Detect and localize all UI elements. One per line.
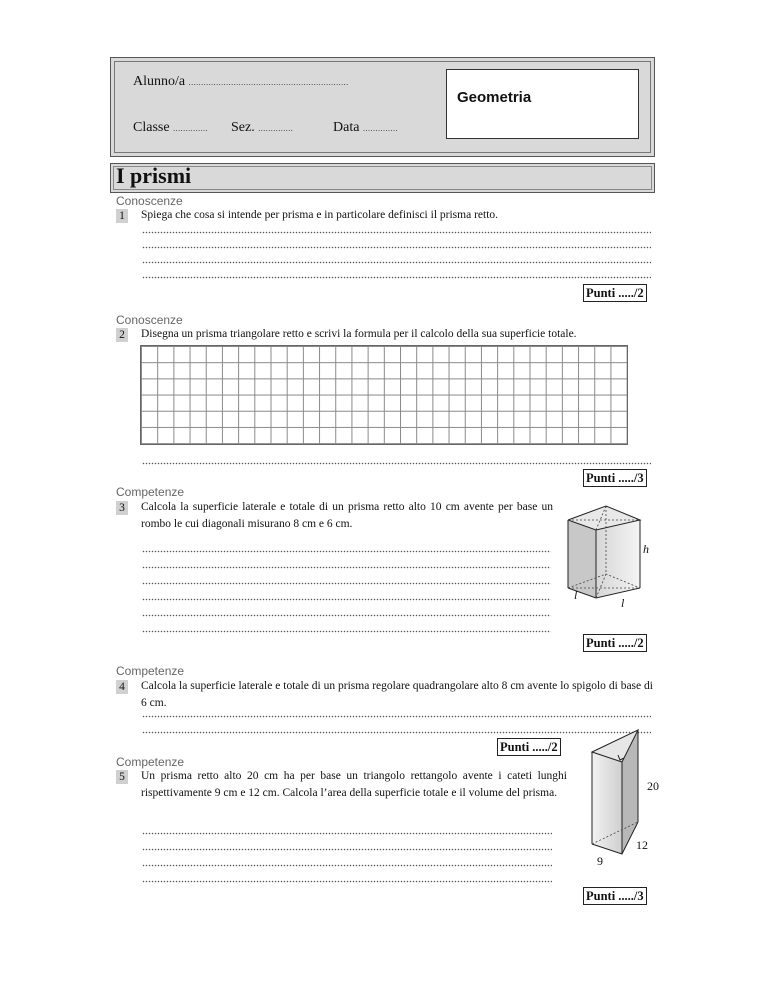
- q3-label-side-left: l: [574, 588, 578, 602]
- q3-category: Competenze: [116, 485, 185, 499]
- page-title: I prismi: [116, 163, 192, 188]
- q1-answer-line[interactable]: [142, 246, 651, 249]
- student-blank: ................................................................: [188, 78, 349, 87]
- q3-label-side-right: l: [621, 596, 625, 610]
- title-bar: [110, 163, 655, 193]
- q3-answer-line[interactable]: [142, 566, 551, 569]
- q1-number: 1: [116, 209, 128, 223]
- q5-answer-line[interactable]: [142, 864, 552, 867]
- q3-answer-line[interactable]: [142, 550, 551, 553]
- q5-text: Un prisma retto alto 20 cm ha per base un triangolo rettangolo avente i cateti lunghi rispettivamente 9 cm e 12 cm. Calcola l’area della superficie totale e il volume del prisma.: [141, 770, 567, 799]
- class-field[interactable]: [133, 120, 208, 136]
- class-label: Classe: [133, 120, 170, 135]
- q4-number: 4: [116, 680, 128, 694]
- q2-points: Punti ...../3: [583, 469, 647, 487]
- q5-label-leg-b: 9: [597, 854, 603, 868]
- q4-answer-line[interactable]: [142, 715, 651, 718]
- q3-text: Calcola la superficie laterale e totale di un prisma retto alto 10 cm avente per base un rombo le cui diagonali misurano 8 cm e 6 cm.: [141, 501, 553, 530]
- q1-answer-line[interactable]: [142, 276, 651, 279]
- section-label: Sez.: [231, 120, 255, 135]
- q2-category: Conoscenze: [116, 313, 183, 327]
- date-field[interactable]: [333, 120, 398, 136]
- q1-answer-line[interactable]: [142, 231, 651, 234]
- q4-points: Punti ...../2: [497, 738, 561, 756]
- q5-label-height: 20: [647, 779, 659, 793]
- date-blank: ..............: [362, 124, 398, 133]
- q3-points: Punti ...../2: [583, 634, 647, 652]
- section-field[interactable]: [231, 120, 293, 136]
- q2-number: 2: [116, 328, 128, 342]
- student-label: Alunno/a: [133, 74, 186, 89]
- q1-points: Punti ...../2: [583, 284, 647, 302]
- student-name-field[interactable]: [133, 74, 349, 90]
- q2-text: Disegna un prisma triangolare retto e scrivi la formula per il calcolo della sua superficie totale.: [141, 328, 577, 340]
- class-blank: ..............: [173, 124, 209, 133]
- q4-text: Calcola la superficie laterale e totale di un prisma regolare quadrangolare alto 8 cm avente lo spigolo di base di 6 cm.: [141, 680, 653, 709]
- date-label: Data: [333, 120, 360, 135]
- q1-answer-line[interactable]: [142, 261, 651, 264]
- q5-category: Competenze: [116, 755, 185, 769]
- q3-answer-line[interactable]: [142, 630, 551, 633]
- q5-number: 5: [116, 770, 128, 784]
- q5-answer-line[interactable]: [142, 848, 552, 851]
- q4-answer-line[interactable]: [142, 731, 651, 734]
- q1-category: Conoscenze: [116, 194, 183, 208]
- title-bar-inner: [113, 166, 652, 190]
- q5-label-leg-a: 12: [636, 838, 648, 852]
- drawing-grid[interactable]: [140, 345, 628, 445]
- q2-answer-line[interactable]: [142, 462, 651, 465]
- q3-answer-line[interactable]: [142, 582, 551, 585]
- q3-number: 3: [116, 501, 128, 515]
- q3-label-height: h: [643, 542, 649, 556]
- q3-answer-line[interactable]: [142, 598, 551, 601]
- section-blank: ..............: [258, 124, 294, 133]
- q5-answer-line[interactable]: [142, 880, 552, 883]
- q3-answer-line[interactable]: [142, 614, 551, 617]
- q4-category: Competenze: [116, 664, 185, 678]
- q1-text: Spiega che cosa si intende per prisma e in particolare definisci il prisma retto.: [141, 209, 499, 221]
- q5-answer-line[interactable]: [142, 832, 552, 835]
- q5-points: Punti ...../3: [583, 887, 647, 905]
- subject-box: [446, 69, 639, 139]
- subject-title: Geometria: [457, 89, 532, 106]
